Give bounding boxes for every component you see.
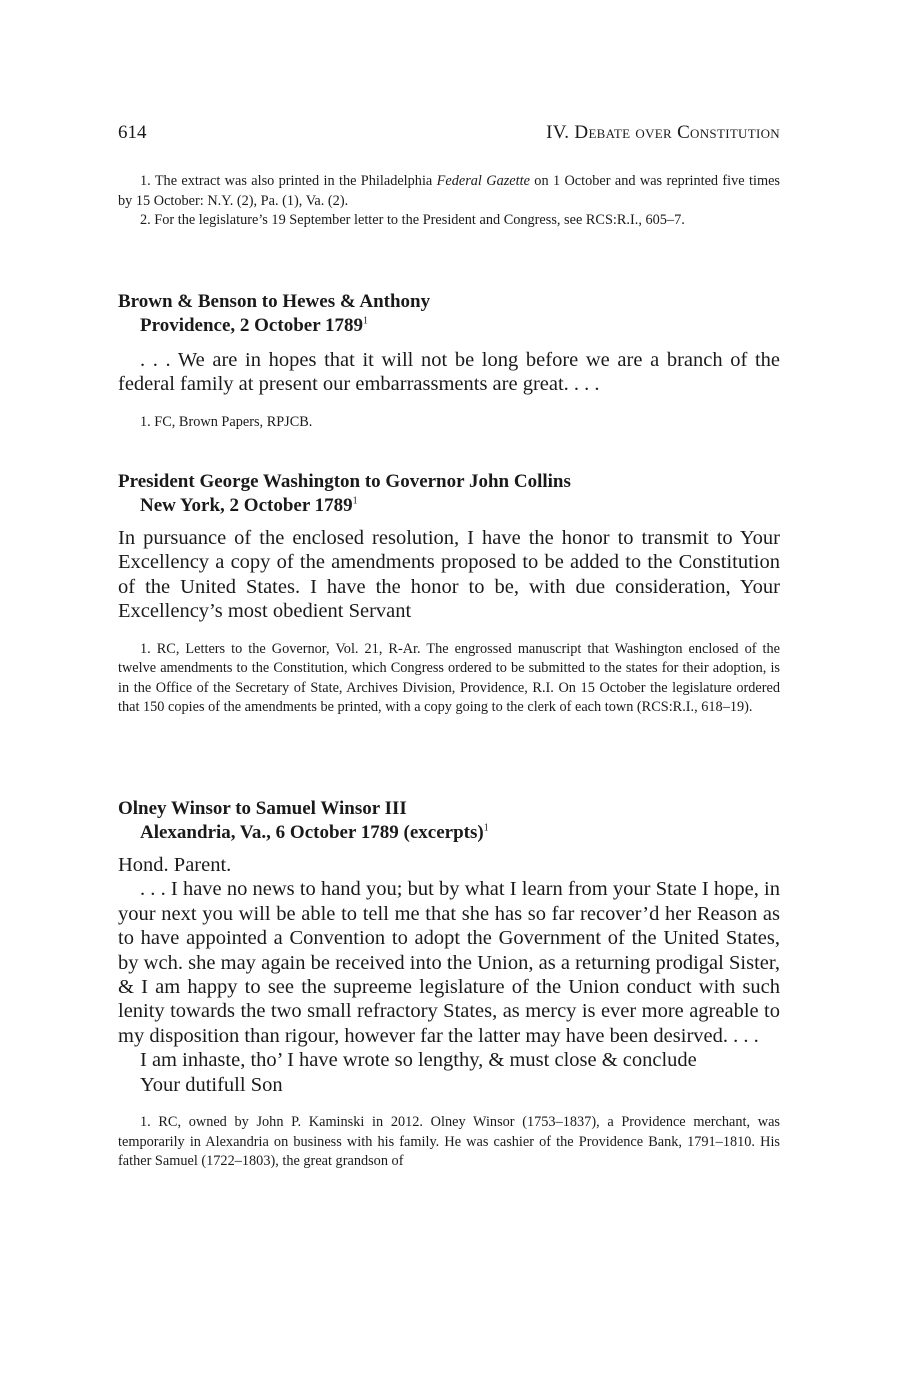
document-footnote: 1. FC, Brown Papers, RPJCB. (140, 413, 313, 430)
document-text: . . . We are in hopes that it will not be long before we are a branch of the federal family at present our embarrassments are great. . . . (118, 349, 780, 396)
letter-closing: I am inhaste, tho’ I have wrote so lengthy, & must close & conclude (140, 1049, 697, 1072)
document-winsor (118, 797, 780, 1172)
document-text: In pursuance of the enclosed resolution, I have the honor to transmit to Your Excellency a copy of the amendments proposed to be added to the Constitution of the United States. I have the honor to be, with due consideration, Your Excellency’s most obedient Servant (118, 527, 780, 623)
top-footnote-1 (118, 172, 780, 211)
footnote-marker: 1 (352, 495, 358, 507)
running-head (546, 122, 780, 144)
footnote-text: 1. The extract was also printed in the Philadelphia (140, 173, 437, 189)
document-dateline (118, 314, 780, 338)
dateline-text: New York, 2 October 1789 (140, 495, 353, 516)
letter-signoff: Your dutifull Son (140, 1073, 283, 1096)
footnote-marker: 1 (363, 315, 369, 327)
document-title: President George Washington to Governor John Collins (118, 471, 571, 492)
document-washington-collins (118, 470, 780, 718)
page-number: 614 (118, 122, 147, 143)
document-footnote: 1. RC, owned by John P. Kaminski in 2012. Olney Winsor (1753–1837), a Providence merchant, was temporarily in Alexandria on business with his family. He was cashier of the Providence Bank, 1791–1810. His father Samuel (1722–1803), the great grandson of (118, 1114, 780, 1170)
document-title: Brown & Benson to Hewes & Anthony (118, 291, 431, 312)
document-dateline (118, 821, 780, 845)
running-head-prefix: IV. (546, 122, 575, 143)
document-footnote: 1. RC, Letters to the Governor, Vol. 21, R-Ar. The engrossed manuscript that Washington enclosed of the twelve amendments to the Constitution, which Congress ordered to be submitted to the states for their adoption, is in the Office of the Secretary of State, Archives Division, Providence, R.I. On 15 October the legislature ordered that 150 copies of the amendments be printed, with a copy going to the clerk of each town (RCS:R.I., 618–19). (118, 640, 780, 716)
top-footnotes (118, 172, 780, 231)
footnote-text: on 1 October and was reprinted five times by 15 October: N.Y. (2), Pa. (1), Va. (2). (118, 173, 780, 209)
footnote-marker: 1 (483, 822, 489, 834)
document-brown-benson (118, 290, 780, 432)
dateline-text: Providence, 2 October 1789 (140, 315, 364, 336)
top-footnote-2: 2. For the legislature’s 19 September letter to the President and Congress, see RCS:R.I., 605–7. (140, 212, 685, 229)
document-title: Olney Winsor to Samuel Winsor III (118, 798, 407, 819)
letter-paragraph: . . . I have no news to hand you; but by what I learn from your State I hope, in your next you will be able to tell me that she has so far recover’d her Reason as to have appointed a Convention to adopt the Government of the United States, by wch. she may again be received into the Union, as a returning prodigal Sister, & I am happy to see the supreeme legislature of the Union conduct with such lenity towards the two small refractory States, as mercy is ever more agreable to my disposition than rigour, however far the latter may have been desirved. . . . (118, 878, 780, 1047)
dateline-text: Alexandria, Va., 6 October 1789 (excerpts) (140, 822, 484, 843)
running-head-title: Debate over Constitution (574, 122, 780, 143)
letter-body (118, 853, 780, 1097)
running-header (118, 122, 780, 148)
document-dateline (118, 494, 780, 518)
salutation: Hond. Parent. (118, 854, 232, 876)
footnote-italic: Federal Gazette (436, 173, 530, 189)
